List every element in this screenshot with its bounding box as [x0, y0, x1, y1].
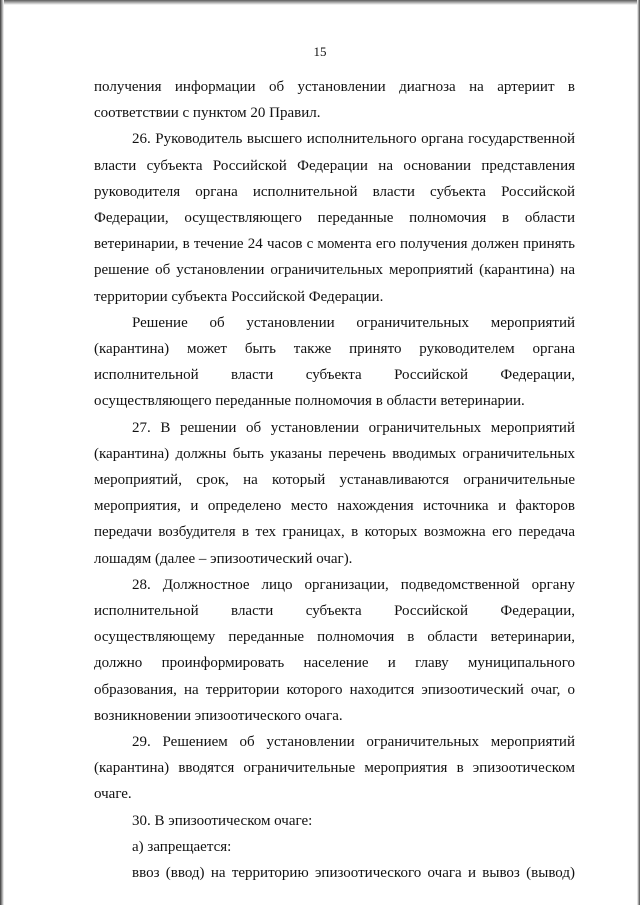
paragraph-26: 26. Руководитель высшего исполнительного органа государственной власти субъекта Российской Федерации на основании представления руководителя органа исполнительной власти субъекта Российской Федерации, осуществляющего переданные полномочия в области ветеринарии, в течение 24 часов с момента его получения должен принять решение об установлении ограничительных мероприятий (карантина) на территории субъекта Российской Федерации.: [94, 131, 575, 305]
paragraph-27: 27. В решении об установлении ограничительных мероприятий (карантина) должны быть указаны перечень вводимых ограничительных мероприятий, срок, на который устанавливаются ограничительные мероприятия, и определено место нахождения источника и факторов передачи возбудителя в тех границах, в которых возможна его передача лошадям (далее – эпизоотический очаг).: [94, 419, 575, 567]
paragraph-29: 29. Решением об установлении ограничительных мероприятий (карантина) вводятся ограничительные мероприятия в эпизоотическом очаге.: [94, 734, 575, 803]
paragraph-30-a-item: ввоз (ввод) на территорию эпизоотического очага и вывоз (вывод): [132, 865, 575, 882]
paragraph-26-decision: Решение об установлении ограничительных мероприятий (карантина) может быть также принято руководителем органа исполнительной власти субъекта Российской Федерации, осуществляющего переданные полномочия в области ветеринарии.: [94, 314, 575, 410]
page-number: 15: [313, 44, 327, 59]
paragraph-30-a: а) запрещается:: [132, 838, 232, 855]
scan-edge-top: [0, 0, 640, 5]
document-body: [94, 74, 575, 886]
scan-edge-left: [0, 0, 4, 905]
paragraph-28: 28. Должностное лицо организации, подведомственной органу исполнительной власти субъекта Российской Федерации, осуществляющему переданные полномочия в области ветеринарии, должно проинформировать население и главу муниципального образования, на территории которого находится эпизоотический очаг, о возникновении эпизоотического очага.: [94, 576, 575, 724]
paragraph-30: 30. В эпизоотическом очаге:: [132, 812, 313, 829]
paragraph-continuation: получения информации об установлении диагноза на артериит в соответствии с пунктом 20 Правил.: [94, 79, 575, 122]
